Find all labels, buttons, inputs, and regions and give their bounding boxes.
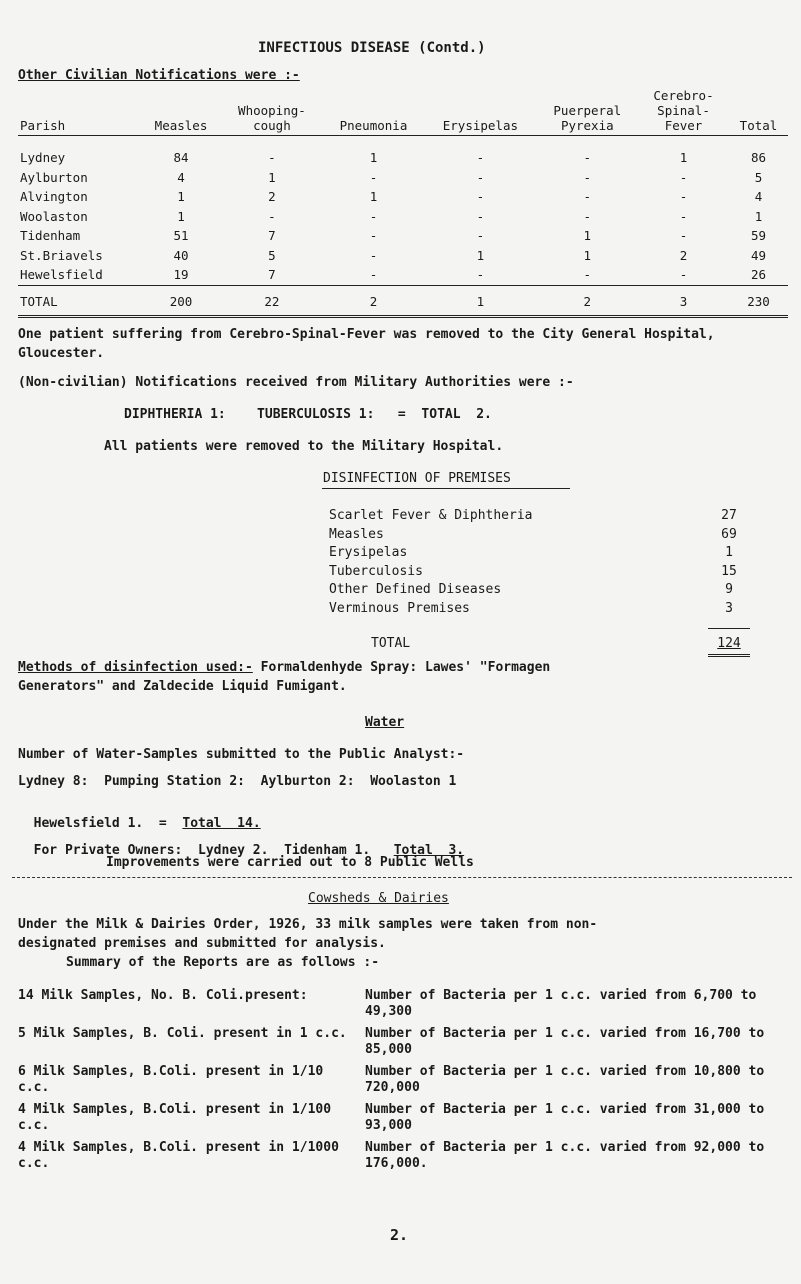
parish-cell: St.Briavels [20,247,103,263]
parish-cell: Woolaston [20,208,88,224]
milk-sample-description: 4 Milk Samples, B.Coli. present in 1/100 c.c. [18,1102,332,1133]
cowsheds-intro-1: Under the Milk & Dairies Order, 1926, 33 milk samples were taken from non- [18,917,598,932]
page-title: INFECTIOUS DISEASE (Contd.) [258,40,486,56]
count-cell: - [583,267,592,283]
count-cell: 2 [537,285,639,317]
count-cell: 7 [268,228,276,244]
count-cell: - [679,208,688,224]
count-cell: 4 [754,189,763,205]
water-total: Total 14. [182,816,261,831]
count-cell: 1 [177,189,185,205]
count-cell: 86 [750,150,767,166]
disinfection-item [329,582,749,600]
column-header-parish: Parish [20,118,66,133]
non-civilian-heading: (Non-civilian) Notifications received from Military Authorities were :- [18,375,574,390]
water-line-2: Lydney 8: Pumping Station 2: Aylburton 2: Woolaston 1 [18,774,457,789]
disinfection-item-label: Verminous Premises [329,600,470,616]
non-civilian-line: DIPHTHERIA 1: TUBERCULOSIS 1: = TOTAL 2. [124,407,492,422]
page-number: 2. [390,1226,409,1244]
count-cell: - [476,150,485,166]
count-cell: - [476,228,485,244]
count-cell: 49 [750,247,767,263]
count-cell: - [369,169,378,185]
water-heading: Water [365,715,405,730]
parish-cell: Lydney [20,150,66,166]
disinfection-item-label: Scarlet Fever & Diphtheria [329,508,533,523]
milk-sample-description: 5 Milk Samples, B. Coli. present in 1 c.c. [18,1026,347,1041]
table-row [18,265,788,285]
methods-line-1 [18,660,550,675]
milk-sample-bacteria-count: Number of Bacteria per 1 c.c. varied from 31,000 to 93,000 [365,1102,765,1133]
count-cell: 2 [268,189,276,205]
disinfection-item [329,545,749,563]
count-cell: 5 [754,169,763,185]
parish-cell: Aylburton [20,169,88,185]
disinfection-total-rule [708,654,750,657]
column-header-erysipelas: Erysipelas [442,118,519,133]
milk-sample-description: 14 Milk Samples, No. B. Coli.present: [18,988,308,1003]
count-cell: - [268,208,276,224]
disinfection-item-value: 15 [721,563,737,579]
methods-label: Methods of disinfection used:- [18,660,253,675]
milk-sample-description: 6 Milk Samples, B.Coli. present in 1/10 c.c. [18,1064,324,1095]
count-cell: 84 [173,150,189,166]
section-divider [12,877,792,878]
count-cell: 3 [638,285,729,317]
disinfection-item-value: 69 [721,526,737,542]
count-cell: - [369,267,378,283]
count-cell: 200 [141,285,221,317]
count-cell: - [679,169,688,185]
disinfection-item [329,527,749,545]
disinfection-item [329,601,749,619]
milk-sample-description: 4 Milk Samples, B.Coli. present in 1/1000 c.c. [18,1140,339,1171]
count-cell: 1 [177,208,185,224]
column-header-total: Total [739,118,778,133]
table-row [18,136,788,168]
count-cell: - [583,169,592,185]
column-header-measles: Measles [154,118,208,133]
count-cell: - [268,150,276,166]
methods-text: Formaldenhyde Spray: Lawes' "Formagen [252,660,551,675]
disinfection-heading-rule [322,488,570,489]
count-cell: - [476,208,485,224]
disinfection-item-label: Measles [329,526,384,542]
count-cell: - [476,267,485,283]
count-cell: 40 [173,247,189,263]
count-cell: 19 [173,267,189,283]
water-line-1: Number of Water-Samples submitted to the Public Analyst:- [18,747,465,762]
count-cell: - [369,208,378,224]
cowsheds-heading: Cowsheds & Dairies [308,891,449,906]
water-line-3 [18,801,261,831]
parish-cell: Hewelsfield [20,267,103,283]
table-row [18,187,788,207]
count-cell: - [476,189,485,205]
disinfection-item-label: Erysipelas [329,545,408,560]
milk-sample-bacteria-count: Number of Bacteria per 1 c.c. varied from 6,700 to 49,300 [365,988,757,1019]
count-cell: 7 [268,267,276,283]
count-cell: 1 [476,247,485,263]
table-row [18,226,788,246]
milk-sample-bacteria-count: Number of Bacteria per 1 c.c. varied from 92,000 to 176,000. [365,1140,765,1171]
disinfection-total-label: TOTAL [371,636,411,651]
count-cell: 26 [750,267,767,283]
count-cell: - [476,169,485,185]
count-cell: - [679,189,688,205]
disinfection-item-value: 3 [725,600,733,616]
count-cell: - [679,267,688,283]
count-cell: 4 [177,169,185,185]
column-header-puerperal-pyrexia: Puerperal Pyrexia [553,103,622,133]
column-header-pneumonia: Pneumonia [339,118,408,133]
count-cell: 1 [369,150,378,166]
disinfection-heading: DISINFECTION OF PREMISES [323,471,511,486]
disinfection-item-value: 9 [725,582,733,597]
count-cell: 230 [729,285,788,317]
count-cell: - [679,228,688,244]
column-header-whooping-cough: Whooping- cough [238,103,306,133]
cowsheds-intro-3: Summary of the Reports are as follows :- [66,955,380,970]
removal-note: One patient suffering from Cerebro-Spinal-Fever was removed to the City General Hospital, Gloucester. [18,327,715,361]
water-line-4 [18,828,464,858]
table-row [18,207,788,227]
count-cell: 1 [583,247,592,263]
table-row [18,168,788,188]
count-cell: 59 [750,228,767,244]
count-cell: 1 [583,228,592,244]
count-cell: 1 [679,150,688,166]
count-cell: 1 [268,169,276,185]
disinfection-sum-rule [708,628,750,629]
cowsheds-intro-2: designated premises and submitted for analysis. [18,936,386,951]
table-total-row [18,285,788,317]
disinfection-total-value: 124 [717,636,741,651]
milk-sample-bacteria-count: Number of Bacteria per 1 c.c. varied from 16,700 to 85,000 [365,1026,765,1057]
count-cell: 5 [268,247,276,263]
disinfection-item [329,508,749,526]
disinfection-item [329,564,749,582]
notifications-table [18,88,788,318]
notifications-heading: Other Civilian Notifications were :- [18,68,300,83]
column-header-cerebro-spinal-fever: Cerebro- Spinal- Fever [653,88,714,133]
disinfection-item-label: Tuberculosis [329,563,423,579]
count-cell: 2 [323,285,425,317]
count-cell: - [369,247,378,263]
count-cell: - [583,189,592,205]
count-cell: 22 [221,285,323,317]
private-total: Total 3. [393,843,465,858]
count-cell: 1 [424,285,536,317]
count-cell: 1 [754,208,763,224]
count-cell: - [583,208,592,224]
count-cell: - [583,150,592,166]
count-cell: 1 [369,189,378,205]
methods-line-2: Generators" and Zaldecide Liquid Fumigant. [18,679,347,694]
count-cell: - [369,228,378,244]
table-header-row [18,88,788,136]
table-row [18,246,788,266]
count-cell: 2 [679,247,688,263]
water-line-5: Improvements were carried out to 8 Public Wells [106,855,474,870]
parish-cell: Alvington [20,189,88,205]
military-removal-note: All patients were removed to the Military Hospital. [104,439,504,454]
disinfection-total [329,636,749,654]
disinfection-item-value: 27 [721,508,737,523]
disinfection-item-label: Other Defined Diseases [329,582,502,597]
disinfection-item-value: 1 [725,545,733,560]
count-cell: 51 [173,228,189,244]
milk-sample-bacteria-count: Number of Bacteria per 1 c.c. varied from 10,800 to 720,000 [365,1064,765,1095]
parish-cell: TOTAL [18,285,141,317]
parish-cell: Tidenham [20,228,81,244]
water-line-3-text: Hewelsfield 1. = [33,816,183,831]
water-line-4-text: For Private Owners: Lydney 2. Tidenham 1. [33,843,394,858]
